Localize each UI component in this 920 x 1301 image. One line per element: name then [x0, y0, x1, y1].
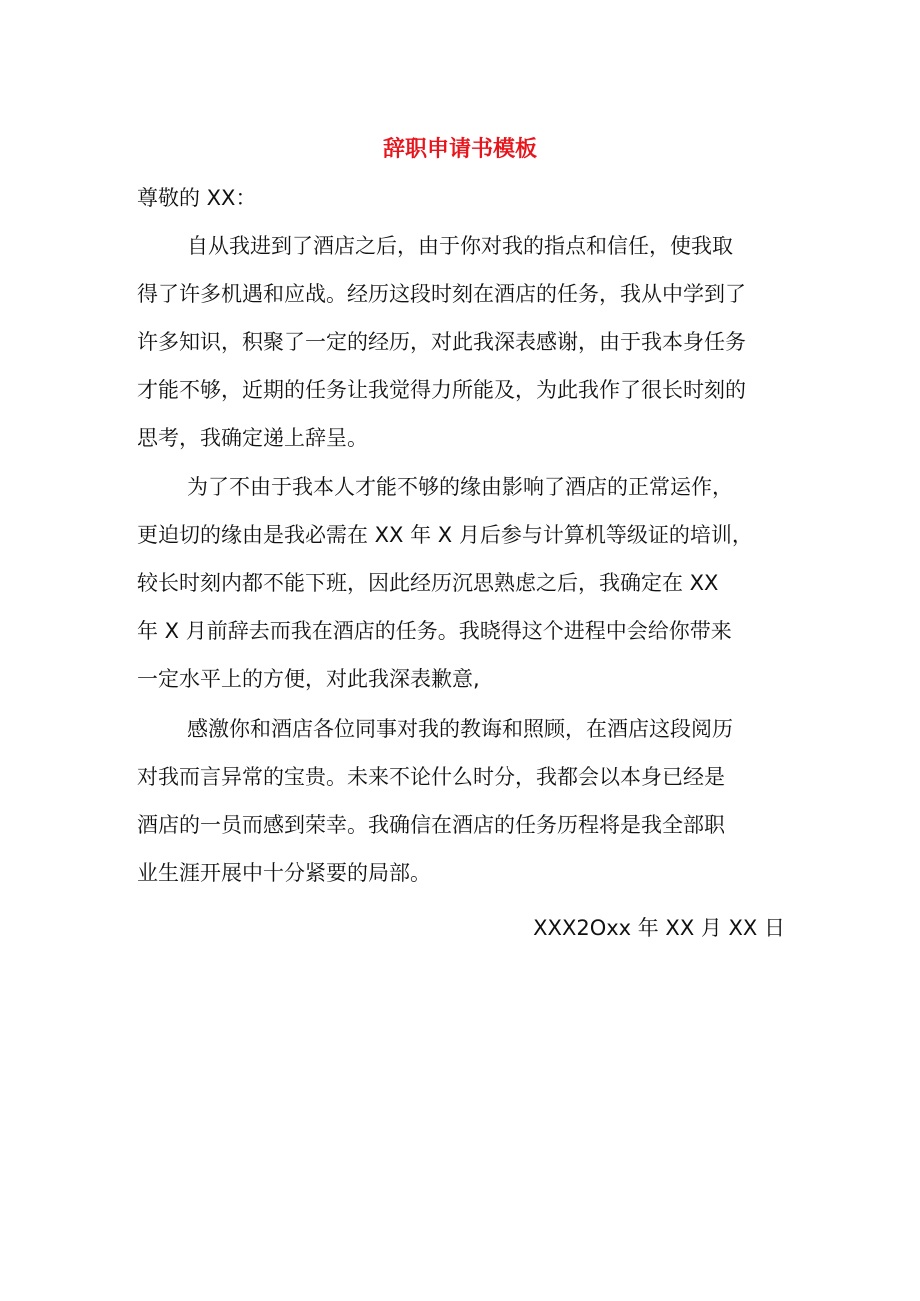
paragraph-line: 得了许多机遇和应战。经历这段时刻在酒店的任务，我从中学到了 [137, 282, 746, 306]
salutation: 尊敬的 XX： [137, 186, 257, 210]
document-title: 辞职申请书模板 [382, 137, 537, 162]
paragraph-line: 自从我进到了酒店之后，由于你对我的指点和信任，使我取 [187, 234, 733, 258]
signature-date: XXX2Oxx 年 XX 月 XX 日 [533, 916, 785, 940]
paragraph-3 [137, 705, 802, 897]
paragraph-line: 一定水平上的方便，对此我深表歉意, [137, 667, 480, 691]
paragraph-1 [137, 222, 802, 462]
paragraph-line: 对我而言异常的宝贵。未来不论什么时分，我都会以本身已经是 [137, 765, 725, 789]
paragraph-2 [137, 463, 802, 703]
paragraph-line: 业生涯开展中十分紧要的局部。 [137, 861, 431, 885]
paragraph-line: 为了不由于我本人才能不够的缘由影响了酒店的正常运作， [187, 475, 733, 499]
paragraph-line: 才能不够，近期的任务让我觉得力所能及，为此我作了很长时刻的 [137, 378, 746, 402]
paragraph-line: 年 X 月前辞去而我在酒店的任务。我晓得这个进程中会给你带来 [137, 619, 732, 643]
paragraph-line: 许多知识，积聚了一定的经历，对此我深表感谢，由于我本身任务 [137, 330, 746, 354]
paragraph-line: 较长时刻内都不能下班，因此经历沉思熟虑之后，我确定在 XX [137, 571, 719, 595]
paragraph-line: 思考，我确定递上辞呈。 [137, 426, 368, 450]
paragraph-line: 更迫切的缘由是我必需在 XX 年 X 月后参与计算机等级证的培训， [137, 523, 753, 547]
paragraph-line: 感激你和酒店各位同事对我的教诲和照顾，在酒店这段阅历 [187, 717, 733, 741]
paragraph-line: 酒店的一员而感到荣幸。我确信在酒店的任务历程将是我全部职 [137, 813, 725, 837]
